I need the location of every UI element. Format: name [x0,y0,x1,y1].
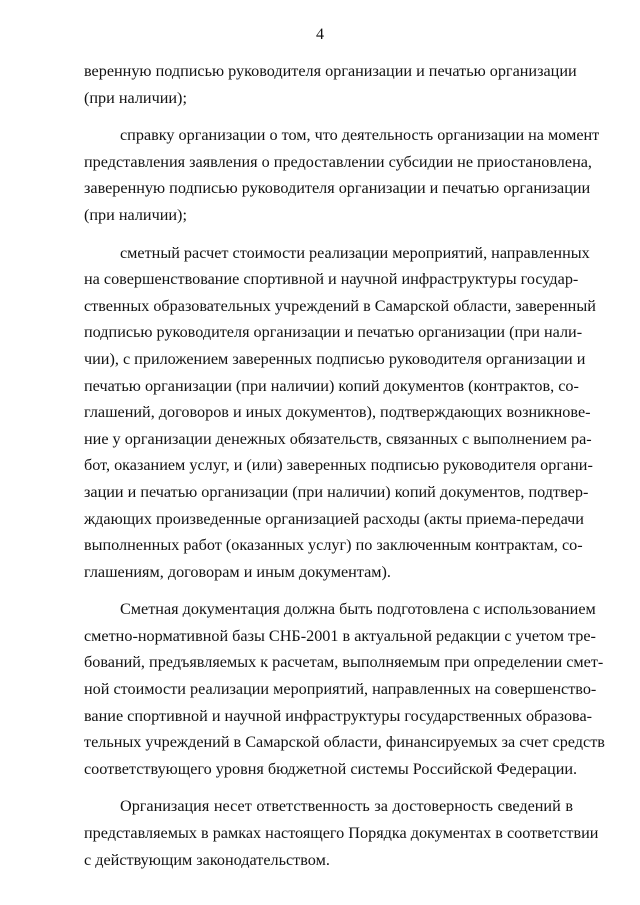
text-line: с действующим законодательством. [84,850,330,869]
document-body [84,58,605,873]
text-line: заверенную подписью руководителя организации и печатью организации [84,179,591,198]
text-line: ной стоимости реализации мероприятий, направленных на совершенство- [84,680,597,699]
text-line: Организация несет ответственность за достоверность сведений в [120,797,573,816]
text-line: справку организации о том, что деятельность организации на момент [120,126,600,145]
text-line: глашений, договоров и иных документов), подтверждающих возникнове- [84,403,591,422]
text-line: подписью руководителя организации и печатью организации (при нали- [84,323,583,342]
text-line: сметный расчет стоимости реализации мероприятий, направленных [120,243,590,262]
text-line: бот, оказанием услуг, и (или) заверенных подписью руководителя органи- [84,456,593,475]
text-line: веренную подписью руководителя организации и печатью организации [84,62,577,80]
paragraph [84,122,600,228]
text-line: представления заявления о предоставлении субсидии не приостановлена, [84,152,592,171]
paragraph [84,58,577,111]
text-line: зации и печатью организации (при наличии) копий документов, подтвер- [84,482,589,501]
paragraph-gap [84,782,573,793]
text-line: соответствующего уровня бюджетной системы Российской Федерации. [84,759,578,778]
text-line: тельных учреждений в Самарской области, финансируемых за счет средств [84,733,605,752]
text-line: вание спортивной и научной инфраструктуры государственных образова- [84,706,593,725]
text-line: на совершенствование спортивной и научной инфраструктуры государ- [84,270,579,289]
text-line: ние у организации денежных обязательств, связанных с выполнением ра- [84,429,592,448]
text-line: ждающих произведенные организацией расходы (акты приема-передачи [84,509,584,528]
text-line: ственных образовательных учреждений в Самарской области, заверенный [84,296,596,315]
text-line: (при наличии); [84,205,187,224]
text-line: чии), с приложением заверенных подписью руководителя организации и [84,349,586,368]
text-line: представляемых в рамках настоящего Порядка документах в соответствии [84,824,599,843]
text-line: Сметная документация должна быть подготовлена с использованием [120,600,596,619]
paragraph-gap [84,111,573,122]
text-line: (при наличии); [84,88,187,107]
paragraph [84,596,605,782]
text-line: печатью организации (при наличии) копий документов (контрактов, со- [84,376,579,395]
text-line: бований, предъявляемых к расчетам, выполняемым при определении смет- [84,653,604,672]
paragraph-gap [84,585,573,596]
paragraph-gap [84,229,573,240]
paragraph [84,240,596,586]
text-line: сметно-нормативной базы СНБ-2001 в актуальной редакции с учетом тре- [84,626,596,645]
text-line: выполненных работ (оказанных услуг) по заключенным контрактам, со- [84,536,583,555]
page-number: 4 [316,26,324,43]
paragraph [84,793,599,873]
text-line: глашениям, договорам и иным документам). [84,562,391,581]
